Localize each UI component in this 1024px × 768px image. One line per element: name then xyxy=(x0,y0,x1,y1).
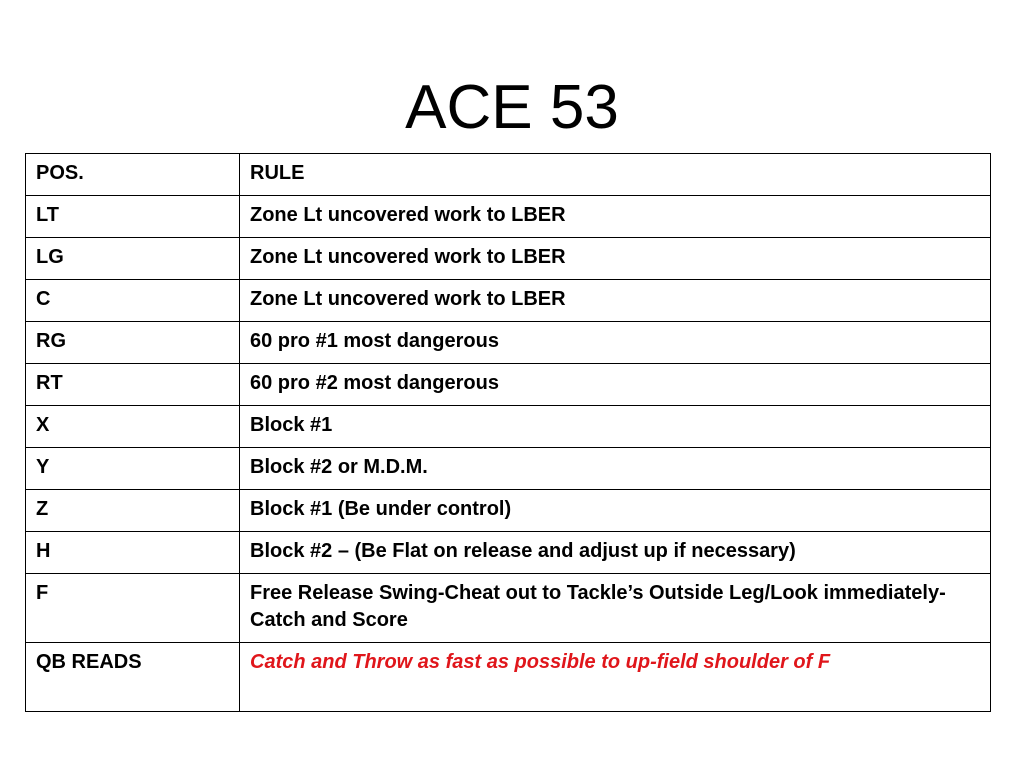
rule-cell: Block #2 – (Be Flat on release and adjust up if necessary) xyxy=(240,532,991,574)
header-rule-cell: RULE xyxy=(240,154,991,196)
table-row xyxy=(26,280,991,322)
table-row xyxy=(26,532,991,574)
rule-cell: Zone Lt uncovered work to LBER xyxy=(240,280,991,322)
table-row xyxy=(26,490,991,532)
rule-cell: Free Release Swing-Cheat out to Tackle’s Outside Leg/Look immediately-Catch and Score xyxy=(240,574,991,643)
pos-cell: H xyxy=(26,532,240,574)
table-row xyxy=(26,238,991,280)
pos-cell: Y xyxy=(26,448,240,490)
rule-cell: Zone Lt uncovered work to LBER xyxy=(240,196,991,238)
table-header-row xyxy=(26,154,991,196)
table-row xyxy=(26,364,991,406)
slide-title: ACE 53 xyxy=(405,73,619,142)
pos-cell: C xyxy=(26,280,240,322)
rules-table xyxy=(25,153,991,712)
qb-reads-row xyxy=(26,643,991,712)
rule-cell: Block #1 xyxy=(240,406,991,448)
qb-reads-pos-cell: QB READS xyxy=(26,643,240,712)
pos-cell: Z xyxy=(26,490,240,532)
pos-cell: F xyxy=(26,574,240,643)
header-pos-cell: POS. xyxy=(26,154,240,196)
pos-cell: LG xyxy=(26,238,240,280)
pos-cell: RG xyxy=(26,322,240,364)
table-row xyxy=(26,448,991,490)
qb-reads-rule-cell: Catch and Throw as fast as possible to up-field shoulder of F xyxy=(240,643,991,712)
rule-cell: 60 pro #2 most dangerous xyxy=(240,364,991,406)
pos-cell: X xyxy=(26,406,240,448)
pos-cell: LT xyxy=(26,196,240,238)
table-row xyxy=(26,574,991,643)
rule-cell: Block #2 or M.D.M. xyxy=(240,448,991,490)
rule-cell: Block #1 (Be under control) xyxy=(240,490,991,532)
rule-cell: 60 pro #1 most dangerous xyxy=(240,322,991,364)
pos-cell: RT xyxy=(26,364,240,406)
table-row xyxy=(26,322,991,364)
table-row xyxy=(26,406,991,448)
rule-cell: Zone Lt uncovered work to LBER xyxy=(240,238,991,280)
table-row xyxy=(26,196,991,238)
